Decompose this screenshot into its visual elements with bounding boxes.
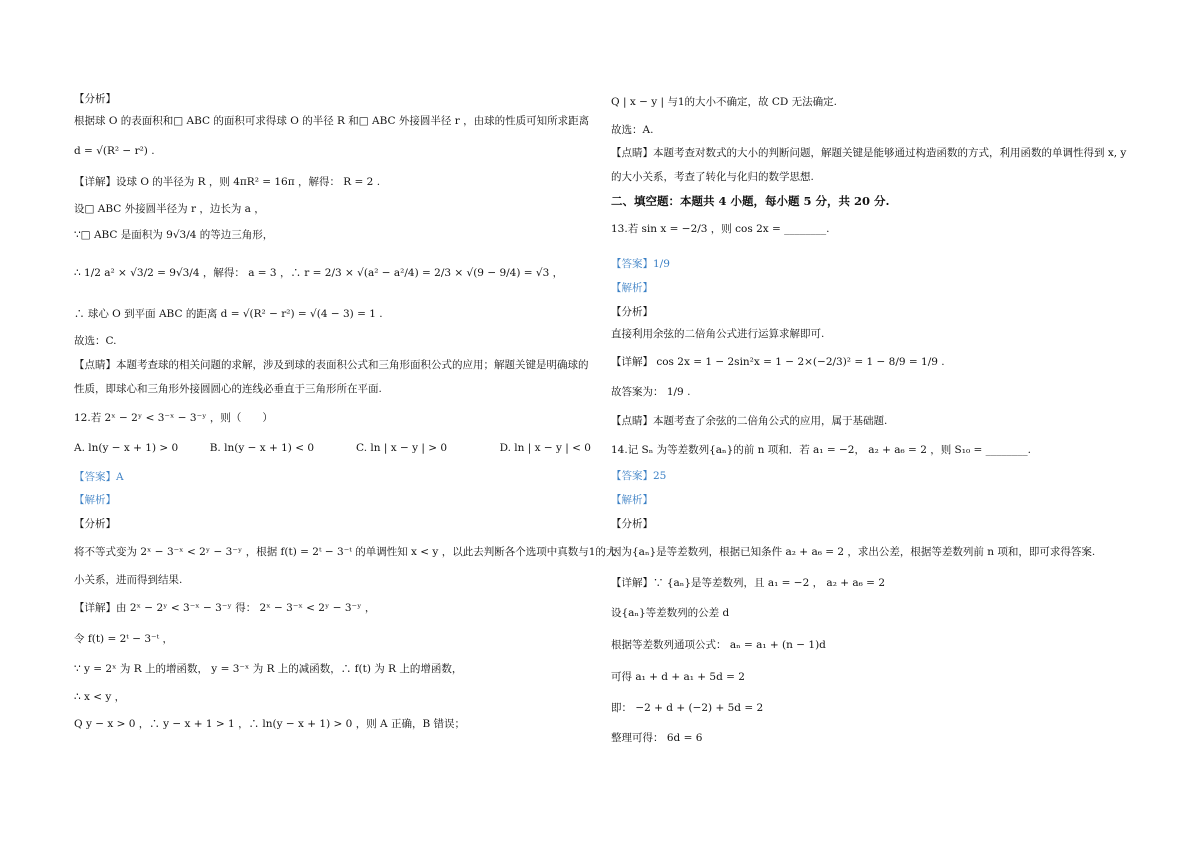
left-line: 【详解】由 2ˣ − 2ʸ < 3⁻ˣ − 3⁻ʸ 得： 2ˣ − 3⁻ˣ < 2ʸ − 3⁻ʸ ，: [74, 602, 376, 614]
left-line: 【解析】: [74, 494, 116, 506]
right-line: 【解析】: [611, 494, 653, 506]
right-line: 【解析】: [611, 282, 653, 294]
left-line: 根据球 O 的表面积和□ ABC 的面积可求得球 O 的半径 R 和□ ABC 外接圆半径 r ，由球的性质可知所求距离: [74, 115, 590, 127]
left-line: 【分析】: [74, 93, 116, 105]
left-line: 【详解】设球 O 的半径为 R ，则 4πR² = 16π ，解得： R = 2 .: [74, 176, 381, 188]
right-line: 故答案为： 1/9 .: [611, 386, 691, 398]
right-line: 整理可得： 6d = 6: [611, 732, 703, 744]
right-line: 因为{aₙ}是等差数列，根据已知条件 a₂ + a₆ = 2 ，求出公差，根据等差数列前 n 项和，即可求得答案.: [611, 546, 1096, 558]
right-column: [611, 0, 1131, 848]
left-line: 将不等式变为 2ˣ − 3⁻ˣ < 2ʸ − 3⁻ʸ ，根据 f(t) = 2ᵗ − 3⁻ᵗ 的单调性知 x < y ，以此去判断各个选项中真数与1的大: [74, 546, 617, 558]
left-line: 令 f(t) = 2ᵗ − 3⁻ᵗ ，: [74, 633, 174, 645]
right-line: 可得 a₁ + d + a₁ + 5d = 2: [611, 671, 745, 683]
left-line: Q y − x > 0 ，∴ y − x + 1 > 1 ，∴ ln(y − x + 1) > 0 ，则 A 正确，B 错误；: [74, 718, 466, 730]
left-line: 【答案】A: [74, 471, 124, 483]
left-line: ∴ 1/2 a² × √3/2 = 9√3/4 ，解得： a = 3 ，∴ r = 2/3 × √(a² − a²/4) = 2/3 × √(9 − 9/4) = √3 ，: [74, 267, 564, 279]
right-line: 故选：A.: [611, 124, 654, 136]
right-line: 13.若 sin x = −2/3 ，则 cos 2x = ________.: [611, 223, 830, 235]
left-line: 故选：C.: [74, 335, 117, 347]
right-line: 的大小关系，考查了转化与化归的数学思想.: [611, 171, 814, 183]
left-line: ∴ 球心 O 到平面 ABC 的距离 d = √(R² − r²) = √(4 − 3) = 1 .: [74, 308, 383, 320]
right-line: 即： −2 + d + (−2) + 5d = 2: [611, 702, 764, 714]
right-line: 14.记 Sₙ 为等差数列{aₙ}的前 n 项和．若 a₁ = −2， a₂ + a₆ = 2 ，则 S₁₀ = ________.: [611, 444, 1031, 456]
right-line: 【详解】∵ {aₙ}是等差数列，且 a₁ = −2 ， a₂ + a₆ = 2: [611, 577, 885, 589]
left-line: ∵ y = 2ˣ 为 R 上的增函数， y = 3⁻ˣ 为 R 上的减函数，∴ f(t) 为 R 上的增函数，: [74, 663, 463, 675]
left-line: 12.若 2ˣ − 2ʸ < 3⁻ˣ − 3⁻ʸ ，则（ ）: [74, 412, 273, 424]
right-line: Q | x − y | 与1的大小不确定，故 CD 无法确定.: [611, 96, 838, 108]
right-line: 根据等差数列通项公式： aₙ = a₁ + (n − 1)d: [611, 639, 826, 651]
left-line: 【点睛】本题考查球的相关问题的求解，涉及到球的表面积公式和三角形面积公式的应用；解题关键是明确球的: [74, 359, 589, 371]
right-line: 【点睛】本题考查了余弦的二倍角公式的应用，属于基础题.: [611, 415, 888, 427]
left-line: 小关系，进而得到结果.: [74, 574, 183, 586]
left-line: 设□ ABC 外接圆半径为 r ，边长为 a ，: [74, 203, 265, 215]
left-line: A. ln(y − x + 1) > 0 B. ln(y − x + 1) < 0 C. ln | x − y | > 0 D. ln | x − y | < 0: [74, 442, 591, 454]
left-line: ∵□ ABC 是面积为 9√3/4 的等边三角形，: [74, 229, 274, 241]
right-line: 【分析】: [611, 518, 653, 530]
right-line: 【详解】 cos 2x = 1 − 2sin²x = 1 − 2×(−2/3)² = 1 − 8/9 = 1/9 .: [611, 356, 945, 368]
left-line: 【分析】: [74, 518, 116, 530]
left-line: 性质，即球心和三角形外接圆圆心的连线必垂直于三角形所在平面.: [74, 383, 382, 395]
right-line: 二、填空题：本题共 4 小题，每小题 5 分，共 20 分.: [611, 194, 890, 208]
right-line: 【答案】25: [611, 470, 667, 482]
right-line: 【点睛】本题考查对数式的大小的判断问题，解题关键是能够通过构造函数的方式，利用函数的单调性得到 x, y: [611, 147, 1127, 159]
right-line: 【答案】1/9: [611, 258, 670, 270]
right-line: 直接利用余弦的二倍角公式进行运算求解即可.: [611, 328, 825, 340]
left-line: d = √(R² − r²) .: [74, 145, 155, 157]
right-line: 设{aₙ}等差数列的公差 d: [611, 607, 730, 619]
left-column: [74, 0, 617, 848]
left-line: ∴ x < y ，: [74, 691, 126, 703]
right-line: 【分析】: [611, 306, 653, 318]
